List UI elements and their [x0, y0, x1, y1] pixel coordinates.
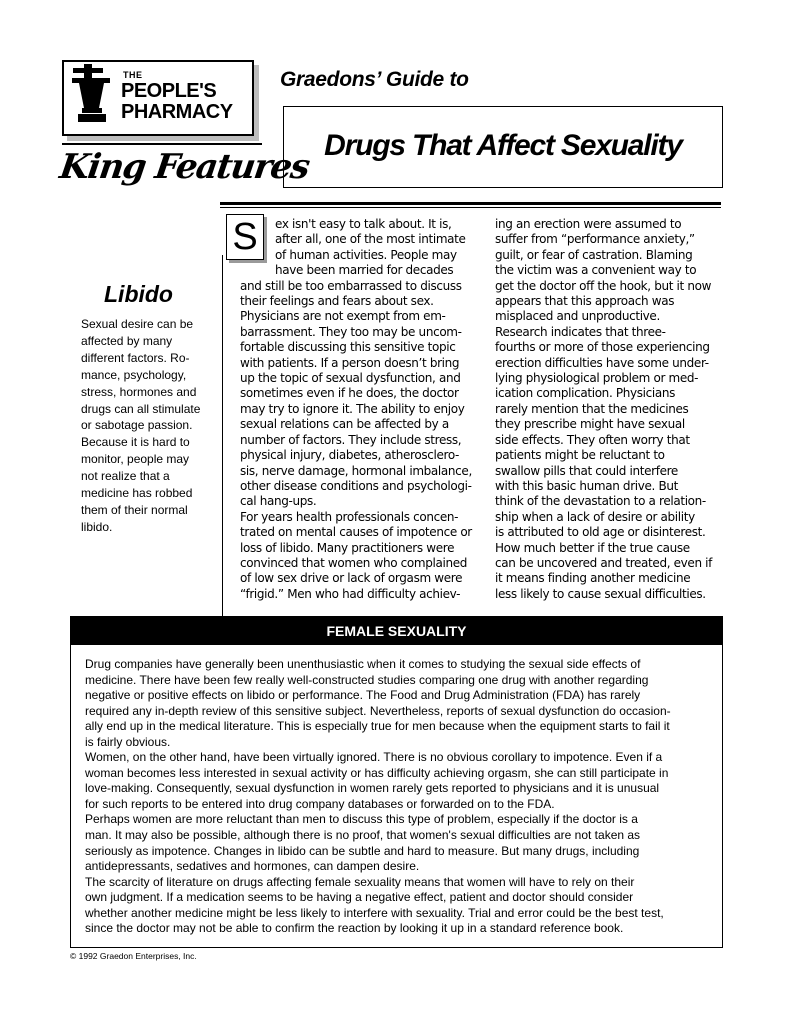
- article-line: think of the devastation to a relation-: [495, 494, 706, 509]
- article-line: ex isn't easy to talk about. It is,: [275, 217, 452, 231]
- logo-the-text: THE: [123, 70, 143, 80]
- box-text-line: love-making. Consequently, sexual dysfunction in women rarely gets reported to physicians and it is unusual: [85, 781, 660, 796]
- article-line: of low sex drive or lack of orgasm were: [240, 571, 463, 586]
- sidebar-text-line: not realize that a: [81, 469, 170, 484]
- sidebar-text-line: drugs can all stimulate: [81, 401, 201, 416]
- article-line: get the doctor off the hook, but it now: [495, 278, 712, 293]
- article-line: side effects. They often worry that: [495, 432, 690, 447]
- article-line: of human activities. People may: [275, 247, 457, 262]
- article-line: number of factors. They include stress,: [240, 432, 462, 447]
- article-line: after all, one of the most intimate: [275, 232, 466, 247]
- box-text-line: since the doctor may not be able to confirm the reaction by looking it up in a standard reference book.: [85, 921, 624, 936]
- article-line: with this basic human drive. But: [495, 478, 678, 493]
- box-text-line: man. It may also be possible, although there is no proof, that women's sexual difficulties are not taken as: [85, 828, 641, 843]
- article-line: the victim was a convenient way to: [495, 263, 697, 278]
- article-line: convinced that women who complained: [240, 555, 468, 570]
- sidebar-title: Libido: [104, 281, 173, 307]
- box-text-line: antidepressants, sedatives and hormones, can dampen desire.: [85, 859, 420, 874]
- box-text-line: for such reports to be entered into drug company databases or forwarded on to the FDA.: [85, 796, 555, 811]
- box-text-line: is fairly obvious.: [85, 734, 171, 749]
- copyright-notice: © 1992 Graedon Enterprises, Inc.: [70, 951, 197, 961]
- article-line: fortable discussing this sensitive topic: [240, 340, 456, 355]
- box-text-line: own judgment. If a medication seems to be having a negative effect, patient and doctor should consider: [85, 890, 634, 905]
- article-line: Research indicates that three-: [495, 324, 666, 339]
- logo-divider: [62, 143, 262, 145]
- sidebar-text-line: monitor, people may: [81, 452, 190, 467]
- article-line: “frigid.” Men who had difficulty achiev-: [240, 586, 461, 601]
- sidebar-text-line: affected by many: [81, 333, 173, 348]
- article-line: less likely to cause sexual difficulties.: [495, 586, 706, 601]
- article-line: Physicians are not exempt from em-: [240, 309, 446, 324]
- article-line: cal hang-ups.: [240, 494, 317, 509]
- article-line: suffer from “performance anxiety,”: [495, 232, 695, 247]
- sidebar-text-line: different factors. Ro-: [81, 350, 190, 365]
- article-line: trated on mental causes of impotence or: [240, 525, 472, 540]
- box-text-line: negative or positive effects on libido or performance. The Food and Drug Administration (FDA) has rarely: [85, 688, 641, 703]
- sidebar-text-line: or sabotage passion.: [81, 418, 193, 433]
- main-title: Drugs That Affect Sexuality: [324, 129, 682, 162]
- article-line: up the topic of sexual dysfunction, and: [240, 371, 461, 386]
- box-text-line: The scarcity of literature on drugs affecting female sexuality means that women will have to rely on their: [85, 874, 635, 889]
- sidebar-text: [81, 316, 213, 536]
- article-line: erection difficulties have some under-: [495, 355, 709, 370]
- sidebar-text-line: libido.: [81, 519, 113, 534]
- sidebar-text-line: medicine has robbed: [81, 486, 193, 501]
- sidebar-text-line: mance, psychology,: [81, 367, 187, 382]
- sidebar-text-line: stress, hormones and: [81, 384, 197, 399]
- header-rule-thin: [220, 207, 721, 208]
- sidebar-text-line: Because it is hard to: [81, 435, 190, 450]
- article-line: fourths or more of those experiencing: [495, 340, 710, 355]
- article-line: lying physiological problem or med-: [495, 371, 699, 386]
- guide-title: Graedons’ Guide to: [280, 68, 469, 91]
- article-line: they prescribe might have sexual: [495, 417, 685, 432]
- article-line: guilt, or fear of castration. Blaming: [495, 247, 693, 262]
- article-line: rarely mention that the medicines: [495, 401, 689, 416]
- article-line: have been married for decades: [275, 263, 454, 278]
- box-text-line: ally end up in the medical literature. This is especially true for men because when the equipment starts to fail it: [85, 719, 670, 734]
- sidebar-text-line: Sexual desire can be: [81, 317, 194, 331]
- female-sexuality-box: [70, 616, 723, 948]
- box-text-line: whether another medicine might be less likely to interfere with sexuality. Trial and error could be the best test,: [85, 905, 664, 920]
- box-text-line: seriously as impotence. Changes in libido can be subtle and hard to measure. But many drugs, including: [85, 843, 640, 858]
- article-line: sometimes even if he does, the doctor: [240, 386, 459, 401]
- article-line: swallow pills that could interfere: [495, 463, 678, 478]
- article-line: appears that this approach was: [495, 294, 675, 309]
- article-line: loss of libido. Many practitioners were: [240, 540, 455, 555]
- drop-cap: S: [226, 214, 264, 260]
- box-text-line: woman becomes less interested in sexual activity or has difficulty achieving orgasm, she can still participate in: [85, 765, 669, 780]
- article-line: patients might be reluctant to: [495, 448, 665, 463]
- article-line: ication complication. Physicians: [495, 386, 676, 401]
- article-line: barrassment. They too may be uncom-: [240, 324, 462, 339]
- article-line: and still be too embarrassed to discuss: [240, 278, 462, 293]
- box-text-line: Women, on the other hand, have been virtually ignored. There is no obvious corollary to impotence. Even if a: [85, 750, 663, 765]
- article-line: sis, nerve damage, hormonal imbalance,: [240, 463, 472, 478]
- sidebar-text-line: them of their normal: [81, 502, 188, 517]
- article-line: How much better if the true cause: [495, 540, 690, 555]
- box-text-line: medicine. There have been few really well-constructed studies comparing one drug with another regarding: [85, 672, 649, 687]
- king-features-logo: King Features: [57, 147, 312, 187]
- box-text-line: required any in-depth review of this sensitive subject. Nevertheless, reports of sexual dysfunction do occasion-: [85, 703, 671, 718]
- article-line: ing an erection were assumed to: [495, 217, 682, 231]
- box-text-line: Drug companies have generally been unenthusiastic when it comes to studying the sexual side effects of: [85, 657, 641, 671]
- main-title-box: [283, 106, 723, 188]
- article-line: is attributed to old age or disinterest.: [495, 525, 706, 540]
- box-heading: FEMALE SEXUALITY: [71, 617, 722, 645]
- article-line: sexual relations can be affected by a: [240, 417, 449, 432]
- box-body: [85, 657, 725, 937]
- article-line: with patients. If a person doesn’t bring: [240, 355, 460, 370]
- article-line: misplaced and unproductive.: [495, 309, 660, 324]
- article-line: their feelings and fears about sex.: [240, 294, 434, 309]
- article-column-1: [240, 217, 485, 602]
- article-line: it means finding another medicine: [495, 571, 691, 586]
- article-line: physical injury, diabetes, atherosclero-: [240, 448, 460, 463]
- article-line: ship when a lack of desire or ability: [495, 509, 695, 524]
- logo-peoples-text: PEOPLE'S: [121, 80, 217, 102]
- article-column-2: [495, 217, 725, 602]
- column-divider: [222, 255, 223, 616]
- logo-pharmacy-text: PHARMACY: [121, 101, 233, 123]
- article-line: may try to ignore it. The ability to enjoy: [240, 401, 465, 416]
- article-line: other disease conditions and psychologi-: [240, 478, 472, 493]
- box-text-line: Perhaps women are more reluctant than men to discuss this type of problem, especially if the doctor is a: [85, 812, 638, 827]
- header-rule-thick: [220, 202, 721, 205]
- mortar-and-pestle-icon: [70, 64, 114, 126]
- article-line: For years health professionals concen-: [240, 509, 459, 524]
- article-line: can be uncovered and treated, even if: [495, 555, 713, 570]
